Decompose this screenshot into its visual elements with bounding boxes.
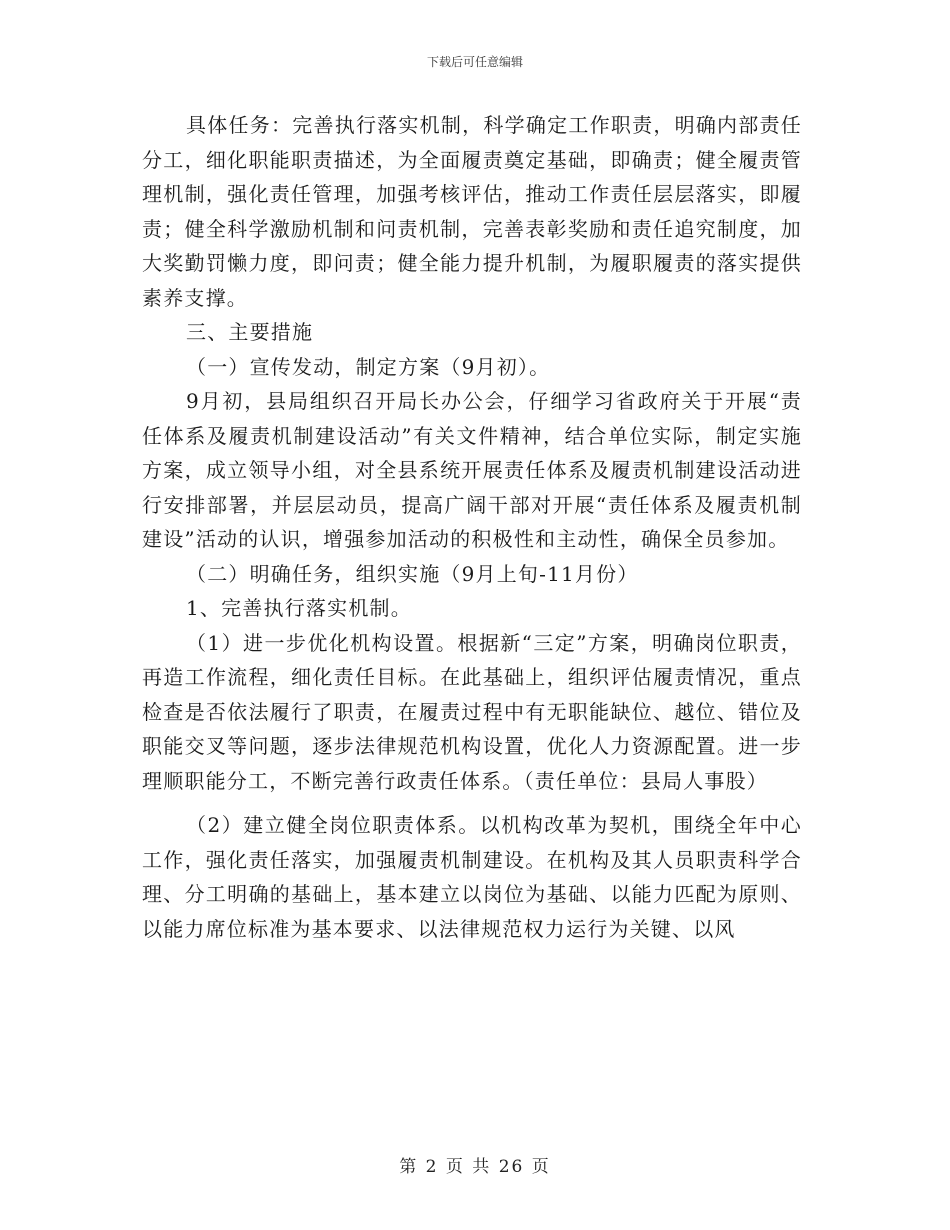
paragraph-early-september: 9月初，县局组织召开局长办公会，仔细学习省政府关于开展“责任体系及履责机制建设活动”有关文件精神，结合单位实际，制定实施方案，成立领导小组，对全县系统开展责任体系及履责机制建设活动进行安排部署，并层层动员，提高广阔干部对开展“责任体系及履责机制建设”活动的认识，增强参加活动的积极性和主动性，确保全员参加。 — [142, 389, 802, 551]
page-number-footer: 第 2 页 共 26 页 — [399, 1157, 551, 1177]
page-header-note: 下载后可任意编辑 — [426, 55, 523, 69]
item-heading-execution-mechanism: 1、完善执行落实机制。 — [186, 596, 412, 620]
subheading-clarify-tasks: （二）明确任务，组织实施（9月上旬-11月份） — [186, 561, 639, 586]
paragraph-optimize-institutions: （1）进一步优化机构设置。根据新“三定”方案，明确岗位职责，再造工作流程，细化责任目标。在此基础上，组织评估履责情况，重点检查是否依法履行了职责，在履责过程中有无职能缺位、越位、错位及职能交叉等问题，逐步法律规范机构设置，优化人力资源配置。进一步理顺职能分工，不断完善行政责任体系。（责任单位：县局人事股） — [142, 630, 802, 793]
section-heading-main-measures: 三、主要措施 — [186, 320, 314, 344]
paragraph-specific-tasks: 具体任务：完善执行落实机制，科学确定工作职责，明确内部责任分工，细化职能职责描述，为全面履责奠定基础，即确责；健全履责管理机制，强化责任管理，加强考核评估，推动工作责任层层落实，即履责；健全科学激励机制和问责机制，完善表彰奖励和责任追究制度，加大奖勤罚懒力度，即问责；健全能力提升机制，为履职履责的落实提供素养支撑。 — [142, 113, 802, 310]
paragraph-post-responsibility-system: （2）建立健全岗位职责体系。以机构改革为契机，围绕全年中心工作，强化责任落实，加强履责机制建设。在机构及其人员职责科学合理、分工明确的基础上，基本建立以岗位为基础、以能力匹配为原则、以能力席位标准为基本要求、以法律规范权力运行为关键、以风 — [142, 813, 802, 941]
subheading-publicity: （一）宣传发动，制定方案（9月初）。 — [186, 354, 551, 379]
document-body — [142, 108, 802, 946]
